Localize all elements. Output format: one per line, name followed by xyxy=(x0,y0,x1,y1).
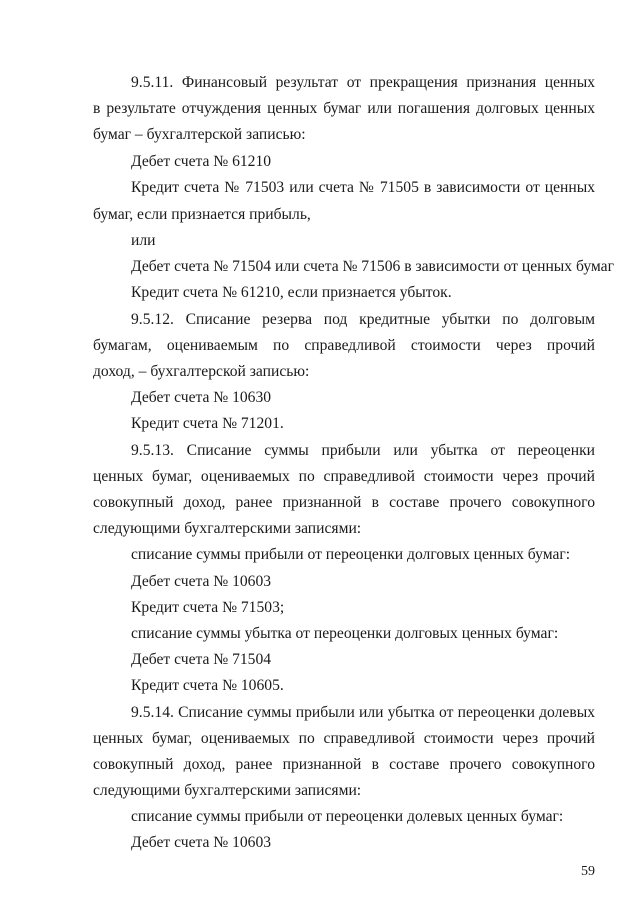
page-number: 59 xyxy=(581,864,595,879)
text-line: совокупный доход, ранее признанной в составе прочего совокупного xyxy=(93,756,595,773)
text-line: доход, – бухгалтерской записью: xyxy=(93,363,310,380)
text-line: Кредит счета № 61210, если признается убыток. xyxy=(131,284,452,301)
text-line: Дебет счета № 71504 или счета № 71506 в зависимости от ценных бумаг xyxy=(131,258,614,275)
text-line: ценных бумаг, оцениваемых по справедливой стоимости через прочий xyxy=(93,730,595,747)
text-line: 9.5.13. Списание суммы прибыли или убытка от переоценки xyxy=(131,442,595,459)
text-line: списание суммы прибыли от переоценки долговых ценных бумаг: xyxy=(131,546,571,563)
text-line: Кредит счета № 71503; xyxy=(131,599,285,616)
text-line: 9.5.12. Списание резерва под кредитные убытки по долговым xyxy=(131,311,595,328)
text-line: ценных бумаг, оцениваемых по справедливой стоимости через прочий xyxy=(93,468,595,485)
text-line: списание суммы убытка от переоценки долговых ценных бумаг: xyxy=(131,625,559,642)
text-line: совокупный доход, ранее признанной в составе прочего совокупного xyxy=(93,494,595,511)
text-line: Дебет счета № 71504 xyxy=(131,651,272,668)
text-line: бумаг, если признается прибыль, xyxy=(93,206,311,223)
text-line: в результате отчуждения ценных бумаг или погашения долговых ценных xyxy=(93,100,595,117)
text-line: Дебет счета № 61210 xyxy=(131,153,272,170)
text-line: списание суммы прибыли от переоценки долевых ценных бумаг: xyxy=(131,808,564,825)
text-line: Кредит счета № 10605. xyxy=(131,677,284,694)
text-line: Кредит счета № 71201. xyxy=(131,415,284,432)
text-line: бумаг – бухгалтерской записью: xyxy=(93,126,306,143)
text-line: Дебет счета № 10603 xyxy=(131,573,272,590)
text-line: Дебет счета № 10603 xyxy=(131,834,272,851)
text-line: 9.5.11. Финансовый результат от прекращения признания ценных xyxy=(131,74,595,91)
text-line: Кредит счета № 71503 или счета № 71505 в зависимости от ценных xyxy=(131,179,595,196)
text-line: 9.5.14. Списание суммы прибыли или убытка от переоценки долевых xyxy=(131,704,595,721)
text-line: Дебет счета № 10630 xyxy=(131,389,272,406)
text-line: следующими бухгалтерскими записями: xyxy=(93,782,362,799)
text-line: или xyxy=(131,232,156,249)
text-line: следующими бухгалтерскими записями: xyxy=(93,520,362,537)
text-line: бумагам, оцениваемым по справедливой стоимости через прочий xyxy=(93,337,595,354)
